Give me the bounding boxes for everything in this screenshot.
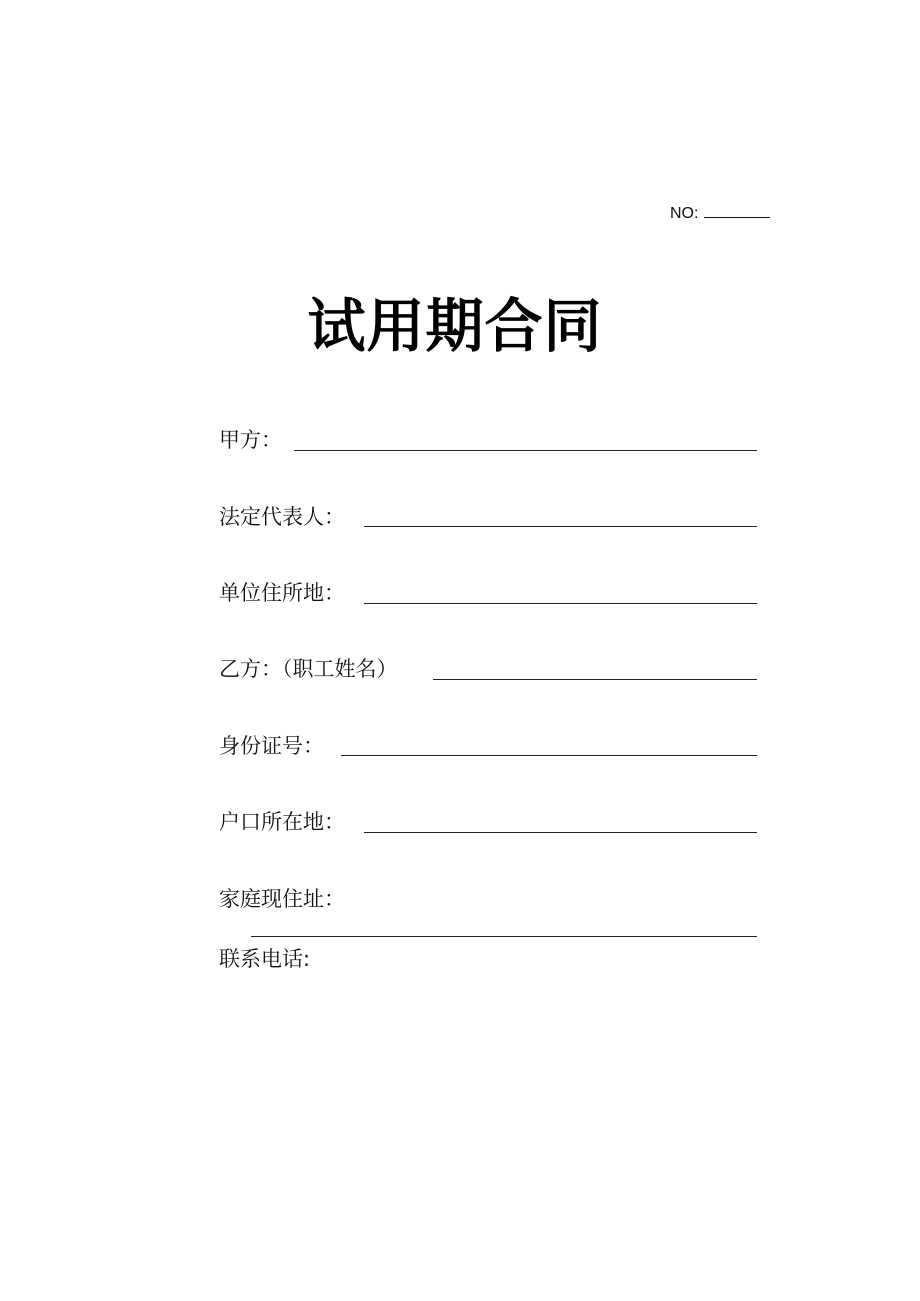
field-label-home-address: 家庭现住址： xyxy=(219,887,345,911)
field-label-company-address: 单位住所地： xyxy=(219,581,345,605)
field-label-party-a: 甲方： xyxy=(219,428,282,452)
field-label-household-registration: 户口所在地： xyxy=(219,810,345,834)
page-title: 试用期合同 xyxy=(307,292,603,360)
field-label-party-b: 乙方：（职工姓名） xyxy=(219,657,398,681)
field-blank-party-a[interactable] xyxy=(294,450,757,451)
field-label-phone: 联系电话: xyxy=(219,947,311,971)
field-blank-home-address[interactable] xyxy=(251,936,757,937)
field-blank-company-address[interactable] xyxy=(364,603,757,604)
field-label-id-number: 身份证号： xyxy=(219,734,324,758)
field-label-legal-representative: 法定代表人： xyxy=(219,505,345,529)
field-blank-legal-representative[interactable] xyxy=(364,526,757,527)
field-blank-id-number[interactable] xyxy=(341,755,757,756)
field-blank-household-registration[interactable] xyxy=(364,832,757,833)
field-blank-party-b[interactable] xyxy=(433,679,757,680)
document-number xyxy=(670,203,770,224)
document-number-blank[interactable] xyxy=(704,203,770,218)
document-number-label: NO: xyxy=(670,205,699,222)
